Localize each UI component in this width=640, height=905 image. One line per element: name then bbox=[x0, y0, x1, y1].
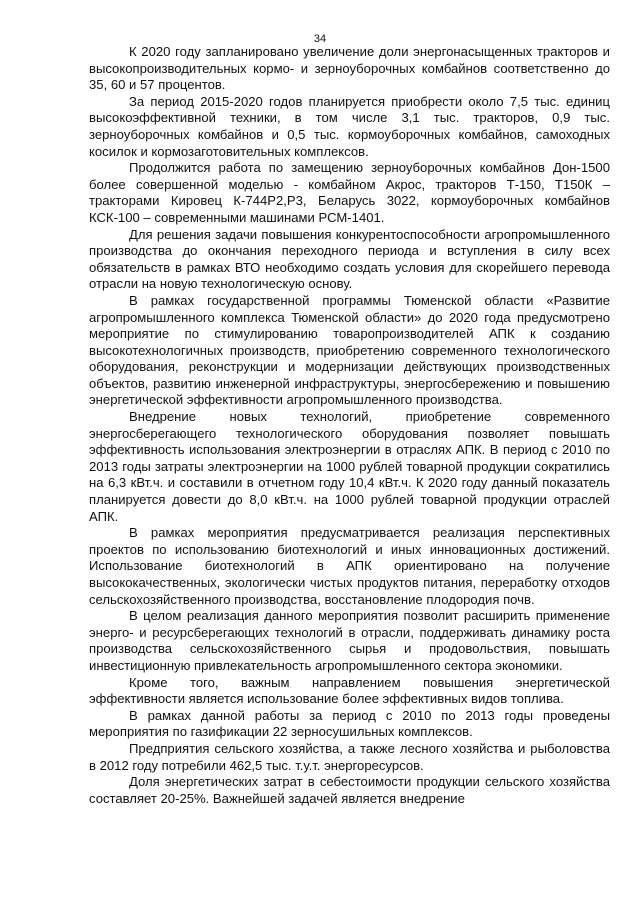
paragraph: За период 2015-2020 годов планируется приобрести около 7,5 тыс. единиц высокоэффективной техники, в том числе 3,1 тыс. тракторов, 0,9 тыс. зерноуборочных комбайнов и 0,5 тыс. кормоуборочных комбайнов, самоходных косилок и кормозаготовительных комплексов. bbox=[89, 93, 610, 159]
paragraph: В рамках государственной программы Тюменской области «Развитие агропромышленного комплекса Тюменской области» до 2020 года предусмотрено мероприятие по стимулированию товаропроизводителей АПК к созданию высокотехнологичных производств, приобретению современного технологического оборудования, реконструкции и модернизации действующих производственных объектов, развитию инженерной инфраструктуры, энергосбережению и повышению энергетической эффективности агропромышленного производства. bbox=[89, 292, 610, 408]
paragraph: Предприятия сельского хозяйства, а также лесного хозяйства и рыболовства в 2012 году потребили 462,5 тыс. т.у.т. энергоресурсов. bbox=[89, 740, 610, 773]
paragraph: В рамках данной работы за период с 2010 по 2013 годы проведены мероприятия по газификации 22 зерносушильных комплексов. bbox=[89, 707, 610, 740]
page-number: 34 bbox=[313, 33, 327, 45]
paragraph: К 2020 году запланировано увеличение доли энергонасыщенных тракторов и высокопроизводительных кормо- и зерноуборочных комбайнов соответственно до 35, 60 и 57 процентов. bbox=[89, 44, 610, 93]
paragraph: Доля энергетических затрат в себестоимости продукции сельского хозяйства составляет 20-25%. Важнейшей задачей является внедрение bbox=[89, 774, 610, 806]
paragraph: В целом реализация данного мероприятия позволит расширить применение энерго- и ресурсберегающих технологий в отрасли, поддерживать динамику роста производства сельскохозяйственного сырья и продовольствия, повышать инвестиционную привлекательность агропромышленного сектора экономики. bbox=[89, 608, 610, 673]
paragraph: Продолжится работа по замещению зерноуборочных комбайнов Дон-1500 более совершенной моделью - комбайном Акрос, тракторов Т-150, Т150К – тракторами Кировец К-744Р2,Р3, Беларусь 3022, кормоуборочных комбайнов КСК-100 – современными машинами РСМ-1401. bbox=[89, 160, 610, 225]
paragraph: Для решения задачи повышения конкурентоспособности агропромышленного производства до окончания переходного периода и вступления в силу всех обязательств в рамках ВТО необходимо создать условия для скорейшего перевода отрасли на новую технологическую основу. bbox=[89, 226, 610, 292]
document-body bbox=[89, 44, 610, 807]
paragraph: Кроме того, важным направлением повышения энергетической эффективности является использование более эффективных видов топлива. bbox=[89, 674, 610, 707]
paragraph: Внедрение новых технологий, приобретение современного энергосберегающего технологического оборудования позволяет повышать эффективность использования электроэнергии в отраслях АПК. В период с 2010 по 2013 годы затраты электроэнергии на 1000 рублей товарной продукции сократились на 6,3 кВт.ч. и составили в отчетном году 10,4 кВт.ч. К 2020 году данный показатель планируется довести до 8,0 кВт.ч. на 1000 рублей товарной продукции отраслей АПК. bbox=[89, 409, 610, 524]
paragraph: В рамках мероприятия предусматривается реализация перспективных проектов по использованию биотехнологий и иных инновационных достижений. Использование биотехнологий в АПК ориентировано на получение высококачественных, экологически чистых продуктов питания, переработку отходов сельскохозяйственного производства, восстановление плодородия почв. bbox=[89, 525, 610, 607]
